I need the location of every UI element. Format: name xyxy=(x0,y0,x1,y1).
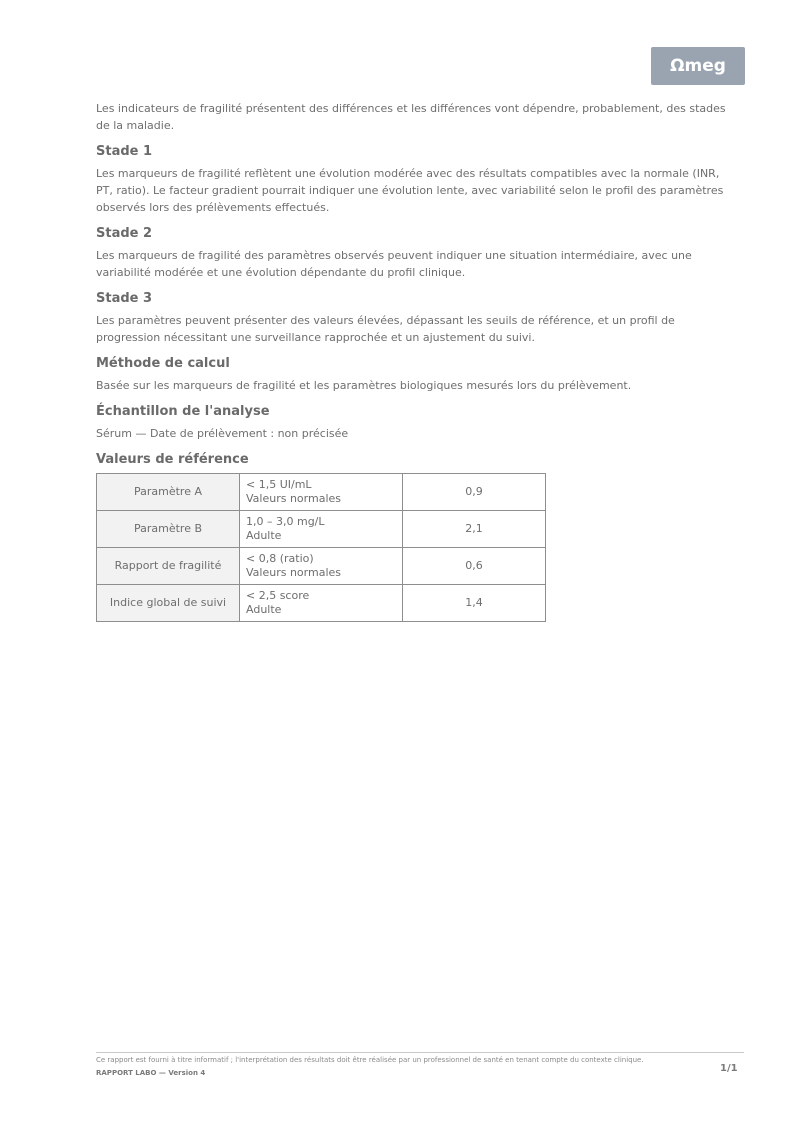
method-text: Basée sur les marqueurs de fragilité et les paramètres biologiques mesurés lors du prélèvement. xyxy=(96,379,632,392)
page-number: 1/1 xyxy=(720,1063,738,1074)
stage-section-1 xyxy=(96,144,726,216)
table-row xyxy=(97,474,546,511)
reference-section xyxy=(96,452,726,622)
row-label: Indice global de suivi xyxy=(97,585,240,622)
range-line: Valeurs normales xyxy=(246,566,341,579)
range-line: Valeurs normales xyxy=(246,492,341,505)
stage-title: Stade 1 xyxy=(96,144,153,159)
table-row xyxy=(97,511,546,548)
reference-title: Valeurs de référence xyxy=(96,452,249,467)
row-value: 0,6 xyxy=(403,548,546,585)
footer-document-id: RAPPORT LABO — Version 4 xyxy=(96,1069,206,1077)
range-line: Adulte xyxy=(246,603,282,616)
range-line: < 1,5 UI/mL xyxy=(246,478,312,491)
table-row xyxy=(97,548,546,585)
stage-section-3 xyxy=(96,291,726,346)
brand-logo: Ωmeg xyxy=(651,47,745,85)
sample-text: Sérum — Date de prélèvement : non précisée xyxy=(96,427,349,440)
range-line: Adulte xyxy=(246,529,282,542)
stage-title: Stade 3 xyxy=(96,291,153,306)
row-label: Paramètre B xyxy=(97,511,240,548)
footer-note: Ce rapport est fourni à titre informatif ; l'interprétation des résultats doit être réalisée par un professionnel de santé en tenant compte du contexte clinique. xyxy=(96,1052,744,1065)
table-row xyxy=(97,585,546,622)
report-body xyxy=(96,100,726,632)
row-value: 1,4 xyxy=(403,585,546,622)
range-line: 1,0 – 3,0 mg/L xyxy=(246,515,325,528)
row-value: 2,1 xyxy=(403,511,546,548)
stage-text: Les marqueurs de fragilité reflètent une évolution modérée avec des résultats compatibles avec la normale (INR, PT, ratio). Le facteur gradient pourrait indiquer une évolution lente, avec variabilité selon le profil des paramètres observés lors des prélèvements effectués. xyxy=(96,167,724,214)
range-line: < 2,5 score xyxy=(246,589,310,602)
row-value: 0,9 xyxy=(403,474,546,511)
sample-section xyxy=(96,404,726,442)
stage-title: Stade 2 xyxy=(96,226,153,241)
method-title: Méthode de calcul xyxy=(96,356,230,371)
reference-table xyxy=(96,473,546,622)
method-section xyxy=(96,356,726,394)
row-range xyxy=(240,548,403,585)
stage-section-2 xyxy=(96,226,726,281)
stage-text: Les paramètres peuvent présenter des valeurs élevées, dépassant les seuils de référence, et un profil de progression nécessitant une surveillance rapprochée et un ajustement du suivi. xyxy=(96,314,675,344)
row-label: Rapport de fragilité xyxy=(97,548,240,585)
intro-paragraph: Les indicateurs de fragilité présentent des différences et les différences vont dépendre, probablement, des stades de la maladie. xyxy=(96,102,726,132)
row-label: Paramètre A xyxy=(97,474,240,511)
row-range xyxy=(240,474,403,511)
range-line: < 0,8 (ratio) xyxy=(246,552,314,565)
row-range xyxy=(240,585,403,622)
stage-text: Les marqueurs de fragilité des paramètres observés peuvent indiquer une situation intermédiaire, avec une variabilité modérée et une évolution dépendante du profil clinique. xyxy=(96,249,692,279)
page-footer xyxy=(96,1052,744,1078)
sample-title: Échantillon de l'analyse xyxy=(96,404,270,419)
row-range xyxy=(240,511,403,548)
